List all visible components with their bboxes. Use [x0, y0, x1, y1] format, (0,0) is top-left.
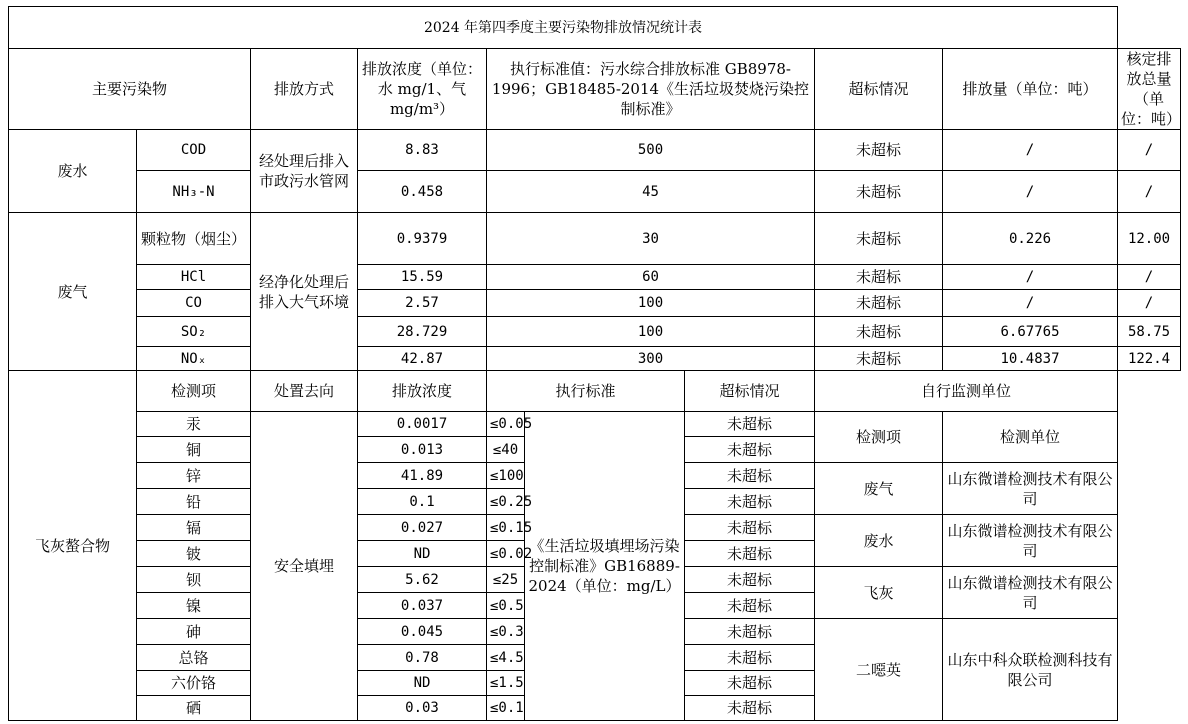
fly-ash-concentration: ND — [358, 671, 487, 696]
fly-ash-item: 铜 — [137, 437, 251, 463]
fly-ash-concentration: 0.027 — [358, 515, 487, 541]
fly-ash-limit: ≤0.02 — [487, 541, 525, 567]
exceed-status: 未超标 — [815, 265, 943, 290]
table-title: 2024 年第四季度主要污染物排放情况统计表 — [9, 7, 1118, 49]
emission-value: 6.67765 — [943, 317, 1118, 347]
fly-ash-concentration: 0.1 — [358, 489, 487, 515]
emission-statistics-table — [8, 6, 1181, 721]
monitor-header-unit: 检测单位 — [943, 412, 1118, 463]
exceed-status: 未超标 — [685, 489, 815, 515]
quota-value: 12.00 — [1118, 213, 1181, 265]
fly-ash-header-concentration: 排放浓度 — [358, 371, 487, 412]
quota-value: 58.75 — [1118, 317, 1181, 347]
standard-value: 60 — [487, 265, 815, 290]
fly-ash-limit: ≤100 — [487, 463, 525, 489]
exceed-status: 未超标 — [685, 671, 815, 696]
pollutant-item: SO₂ — [137, 317, 251, 347]
standard-value: 100 — [487, 317, 815, 347]
standard-value: 30 — [487, 213, 815, 265]
header-emission: 排放量（单位：吨） — [943, 49, 1118, 130]
header-standard: 执行标准值：污水综合排放标准 GB8978-1996；GB18485-2014《生活垃圾焚烧污染控制标准》 — [487, 49, 815, 130]
category-fly-ash: 飞灰螯合物 — [9, 371, 137, 721]
header-quota: 核定排放总量（单位：吨） — [1118, 49, 1181, 130]
fly-ash-concentration: ND — [358, 541, 487, 567]
fly-ash-item: 锌 — [137, 463, 251, 489]
header-concentration: 排放浓度（单位：水 mg/1、气 mg/m³） — [358, 49, 487, 130]
fly-ash-item: 总铬 — [137, 645, 251, 671]
quota-value: 122.4 — [1118, 347, 1181, 371]
exceed-status: 未超标 — [685, 645, 815, 671]
concentration-value: 0.458 — [358, 171, 487, 213]
monitor-header-item: 检测项 — [815, 412, 943, 463]
monitor-item: 二噁英 — [815, 619, 943, 721]
quota-value: / — [1118, 290, 1181, 317]
monitor-unit: 山东微谱检测技术有限公司 — [943, 463, 1118, 515]
emission-value: / — [943, 171, 1118, 213]
exceed-status: 未超标 — [685, 515, 815, 541]
fly-ash-limit: ≤0.5 — [487, 593, 525, 619]
fly-ash-item: 汞 — [137, 412, 251, 437]
monitor-item: 废气 — [815, 463, 943, 515]
concentration-value: 28.729 — [358, 317, 487, 347]
fly-ash-concentration: 0.037 — [358, 593, 487, 619]
exceed-status: 未超标 — [815, 213, 943, 265]
fly-ash-item: 镉 — [137, 515, 251, 541]
fly-ash-concentration: 0.03 — [358, 696, 487, 721]
category-waste-gas: 废气 — [9, 213, 137, 371]
concentration-value: 8.83 — [358, 130, 487, 171]
pollutant-item: 颗粒物（烟尘） — [137, 213, 251, 265]
emission-value: 10.4837 — [943, 347, 1118, 371]
category-wastewater: 废水 — [9, 130, 137, 213]
exceed-status: 未超标 — [685, 593, 815, 619]
fly-ash-item: 镍 — [137, 593, 251, 619]
emission-value: / — [943, 265, 1118, 290]
standard-value: 500 — [487, 130, 815, 171]
quota-value: / — [1118, 130, 1181, 171]
quota-value: / — [1118, 265, 1181, 290]
exceed-status: 未超标 — [685, 412, 815, 437]
emission-value: 0.226 — [943, 213, 1118, 265]
exceed-status: 未超标 — [815, 171, 943, 213]
exceed-status: 未超标 — [685, 463, 815, 489]
fly-ash-limit: ≤0.1 — [487, 696, 525, 721]
standard-value: 45 — [487, 171, 815, 213]
pollutant-item: COD — [137, 130, 251, 171]
fly-ash-header-monitor: 自行监测单位 — [815, 371, 1118, 412]
fly-ash-limit: ≤0.15 — [487, 515, 525, 541]
exceed-status: 未超标 — [685, 567, 815, 593]
fly-ash-header-standard: 执行标准 — [487, 371, 685, 412]
fly-ash-limit: ≤0.05 — [487, 412, 525, 437]
exceed-status: 未超标 — [815, 130, 943, 171]
emission-value: / — [943, 130, 1118, 171]
concentration-value: 15.59 — [358, 265, 487, 290]
fly-ash-limit: ≤4.5 — [487, 645, 525, 671]
pollutant-item: NOₓ — [137, 347, 251, 371]
concentration-value: 0.9379 — [358, 213, 487, 265]
fly-ash-limit: ≤0.3 — [487, 619, 525, 645]
monitor-item: 飞灰 — [815, 567, 943, 619]
exceed-status: 未超标 — [685, 437, 815, 463]
fly-ash-item: 六价铬 — [137, 671, 251, 696]
fly-ash-item: 钡 — [137, 567, 251, 593]
fly-ash-destination: 安全填埋 — [251, 412, 358, 721]
fly-ash-concentration: 5.62 — [358, 567, 487, 593]
discharge-method: 经处理后排入市政污水管网 — [251, 130, 358, 213]
header-pollutant: 主要污染物 — [9, 49, 251, 130]
fly-ash-limit: ≤0.25 — [487, 489, 525, 515]
fly-ash-header-destination: 处置去向 — [251, 371, 358, 412]
fly-ash-limit: ≤25 — [487, 567, 525, 593]
exceed-status: 未超标 — [685, 696, 815, 721]
concentration-value: 2.57 — [358, 290, 487, 317]
discharge-method: 经净化处理后排入大气环境 — [251, 213, 358, 371]
pollutant-item: CO — [137, 290, 251, 317]
header-exceed: 超标情况 — [815, 49, 943, 130]
fly-ash-item: 铍 — [137, 541, 251, 567]
fly-ash-concentration: 41.89 — [358, 463, 487, 489]
exceed-status: 未超标 — [685, 619, 815, 645]
monitor-unit: 山东微谱检测技术有限公司 — [943, 515, 1118, 567]
fly-ash-standard: 《生活垃圾填埋场污染控制标准》GB16889-2024（单位：mg/L） — [525, 412, 685, 721]
fly-ash-concentration: 0.013 — [358, 437, 487, 463]
exceed-status: 未超标 — [815, 317, 943, 347]
fly-ash-header-exceed: 超标情况 — [685, 371, 815, 412]
fly-ash-concentration: 0.045 — [358, 619, 487, 645]
concentration-value: 42.87 — [358, 347, 487, 371]
fly-ash-concentration: 0.0017 — [358, 412, 487, 437]
fly-ash-header-item: 检测项 — [137, 371, 251, 412]
monitor-item: 废水 — [815, 515, 943, 567]
pollutant-item: NH₃-N — [137, 171, 251, 213]
monitor-unit: 山东中科众联检测科技有限公司 — [943, 619, 1118, 721]
fly-ash-limit: ≤40 — [487, 437, 525, 463]
exceed-status: 未超标 — [815, 290, 943, 317]
exceed-status: 未超标 — [685, 541, 815, 567]
emission-value: / — [943, 290, 1118, 317]
header-method: 排放方式 — [251, 49, 358, 130]
fly-ash-item: 铅 — [137, 489, 251, 515]
monitor-unit: 山东微谱检测技术有限公司 — [943, 567, 1118, 619]
fly-ash-item: 硒 — [137, 696, 251, 721]
standard-value: 100 — [487, 290, 815, 317]
fly-ash-limit: ≤1.5 — [487, 671, 525, 696]
quota-value: / — [1118, 171, 1181, 213]
fly-ash-concentration: 0.78 — [358, 645, 487, 671]
pollutant-item: HCl — [137, 265, 251, 290]
standard-value: 300 — [487, 347, 815, 371]
exceed-status: 未超标 — [815, 347, 943, 371]
fly-ash-item: 砷 — [137, 619, 251, 645]
